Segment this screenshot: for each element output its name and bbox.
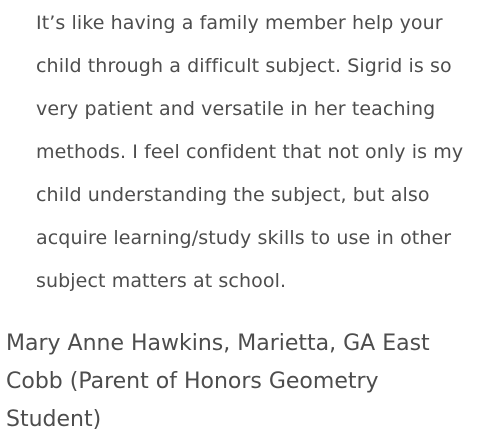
testimonial-attribution: Mary Anne Hawkins, Marietta, GA East Cobb (Parent of Honors Geometry Student) — [6, 331, 430, 432]
testimonial-quote: It’s like having a family member help your child through a difficult subject. Sigrid is so very patient and versatile in her teaching methods. I feel confident that not only is my child understanding the subject, but also acquire learning/study skills to use in other subject matters at school. — [36, 12, 464, 292]
